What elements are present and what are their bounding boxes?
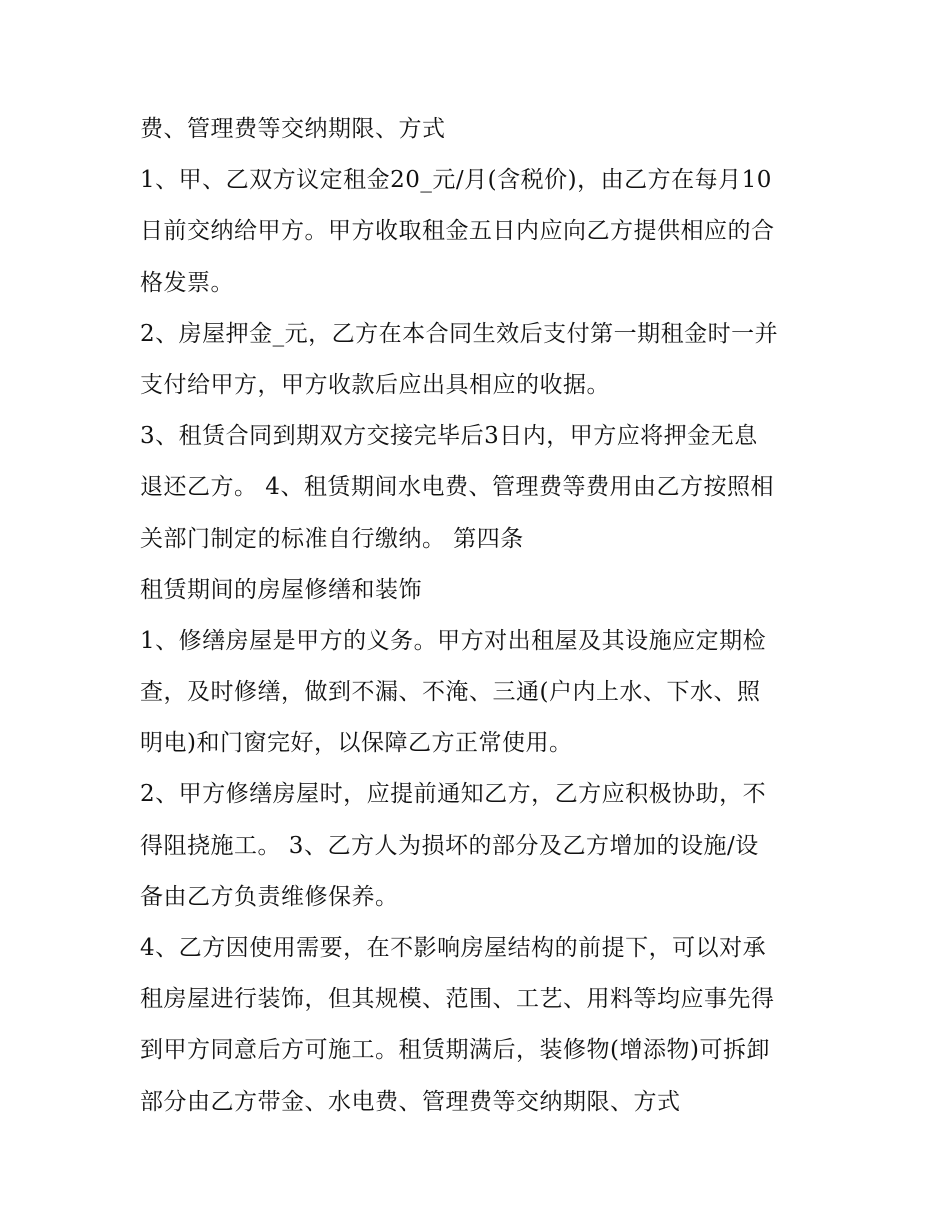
text-line-17: 4、乙方因使用需要，在不影响房屋结构的前提下，可以对承 <box>140 935 767 961</box>
text-line-19: 到甲方同意后方可施工。租赁期满后，装修物(增添物)可拆卸 <box>140 1037 770 1064</box>
text-line-20: 部分由乙方带金、水电费、管理费等交纳期限、方式 <box>140 1088 681 1115</box>
text-line-16: 备由乙方负责维修保养。 <box>140 883 399 910</box>
text-line-9: 关部门制定的标准自行缴纳。 第四条 <box>140 525 524 552</box>
text-line-1: 费、管理费等交纳期限、方式 <box>140 116 446 142</box>
section-heading: 租赁期间的房屋修缮和装饰 <box>140 576 422 603</box>
text-line-18: 租房屋进行装饰，但其规模、范围、工艺、用料等均应事先得 <box>140 986 775 1013</box>
text-line-15: 得阻挠施工。 3、乙方人为损坏的部分及乙方增加的设施/设 <box>140 832 759 859</box>
text-line-7: 3、租赁合同到期双方交接完毕后3日内，甲方应将押金无息 <box>140 423 758 450</box>
text-line-11: 1、修缮房屋是甲方的义务。甲方对出租屋及其设施应定期检 <box>140 627 767 654</box>
text-line-4: 格发票。 <box>140 269 234 296</box>
text-line-12: 查，及时修缮，做到不漏、不淹、三通(户内上水、下水、照 <box>140 679 761 706</box>
document-body <box>140 104 830 1128</box>
text-line-3: 日前交纳给甲方。甲方收取租金五日内应向乙方提供相应的合 <box>140 218 775 245</box>
text-line-5: 2、房屋押金_元，乙方在本合同生效后支付第一期租金时一并 <box>140 320 779 347</box>
text-line-8: 退还乙方。 4、租赁期间水电费、管理费等费用由乙方按照相 <box>140 474 774 501</box>
text-line-6: 支付给甲方，甲方收款后应出具相应的收据。 <box>140 371 610 398</box>
text-line-14: 2、甲方修缮房屋时，应提前通知乙方，乙方应积极协助，不 <box>140 781 767 808</box>
text-line-2: 1、甲、乙双方议定租金20_元/月(含税价)，由乙方在每月10 <box>140 167 772 194</box>
text-line-13: 明电)和门窗完好，以保障乙方正常使用。 <box>140 730 573 757</box>
